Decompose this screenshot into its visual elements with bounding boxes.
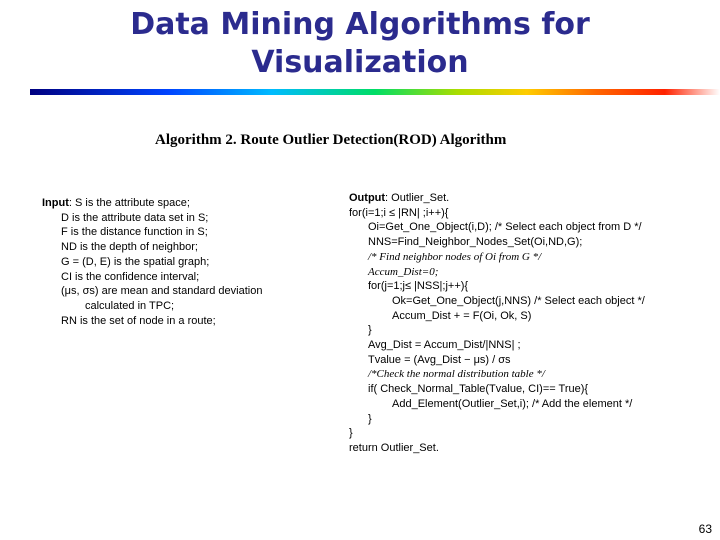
output-line: if( Check_Normal_Table(Tvalue, CI)== True){ bbox=[368, 383, 589, 396]
input-line: (μs, σs) are mean and standard deviation bbox=[61, 285, 263, 298]
gradient-divider bbox=[30, 89, 720, 95]
input-section bbox=[42, 196, 262, 328]
output-line: Oi=Get_One_Object(i,D); /* Select each object from D */ bbox=[368, 221, 642, 234]
slide-title bbox=[0, 6, 720, 82]
output-line: NNS=Find_Neighbor_Nodes_Set(Oi,ND,G); bbox=[368, 236, 583, 249]
output-line: Ok=Get_One_Object(j,NNS) /* Select each object */ bbox=[392, 294, 645, 307]
output-line: Add_Element(Outlier_Set,i); /* Add the element */ bbox=[392, 397, 633, 410]
output-comment: /*Check the normal distribution table */ bbox=[368, 368, 545, 381]
output-line: Accum_Dist=0; bbox=[368, 265, 439, 278]
output-line: } bbox=[349, 427, 353, 440]
output-comment: /* Find neighbor nodes of Oi from G */ bbox=[368, 250, 542, 263]
input-line: F is the distance function in S; bbox=[61, 226, 208, 239]
output-line: for(j=1;j≤ |NSS|;j++){ bbox=[368, 280, 469, 293]
output-section bbox=[349, 191, 645, 456]
output-label: Output bbox=[349, 192, 386, 204]
output-line: Tvalue = (Avg_Dist − μs) / σs bbox=[368, 353, 511, 366]
slide-title-line2: Visualization bbox=[251, 45, 469, 80]
algorithm-title: Algorithm 2. Route Outlier Detection(ROD) Algorithm bbox=[155, 132, 507, 148]
output-line: : Outlier_Set. bbox=[385, 192, 450, 204]
output-line: } bbox=[368, 412, 372, 425]
input-line: ND is the depth of neighbor; bbox=[61, 241, 198, 254]
input-line: G = (D, E) is the spatial graph; bbox=[61, 255, 210, 268]
input-label: Input bbox=[42, 197, 69, 209]
output-line: } bbox=[368, 324, 372, 337]
output-line: Accum_Dist + = F(Oi, Ok, S) bbox=[392, 309, 532, 322]
input-line: CI is the confidence interval; bbox=[61, 270, 200, 283]
slide-title-line1: Data Mining Algorithms for bbox=[130, 7, 590, 42]
input-line: RN is the set of node in a route; bbox=[61, 314, 216, 327]
output-line: for(i=1;i ≤ |RN| ;i++){ bbox=[349, 206, 449, 219]
input-line: calculated in TPC; bbox=[85, 299, 175, 312]
page-number: 63 bbox=[698, 522, 712, 536]
input-line: D is the attribute data set in S; bbox=[61, 211, 209, 224]
input-line: : S is the attribute space; bbox=[68, 197, 190, 209]
output-line: Avg_Dist = Accum_Dist/|NNS| ; bbox=[368, 339, 521, 352]
output-line: return Outlier_Set. bbox=[349, 441, 439, 454]
